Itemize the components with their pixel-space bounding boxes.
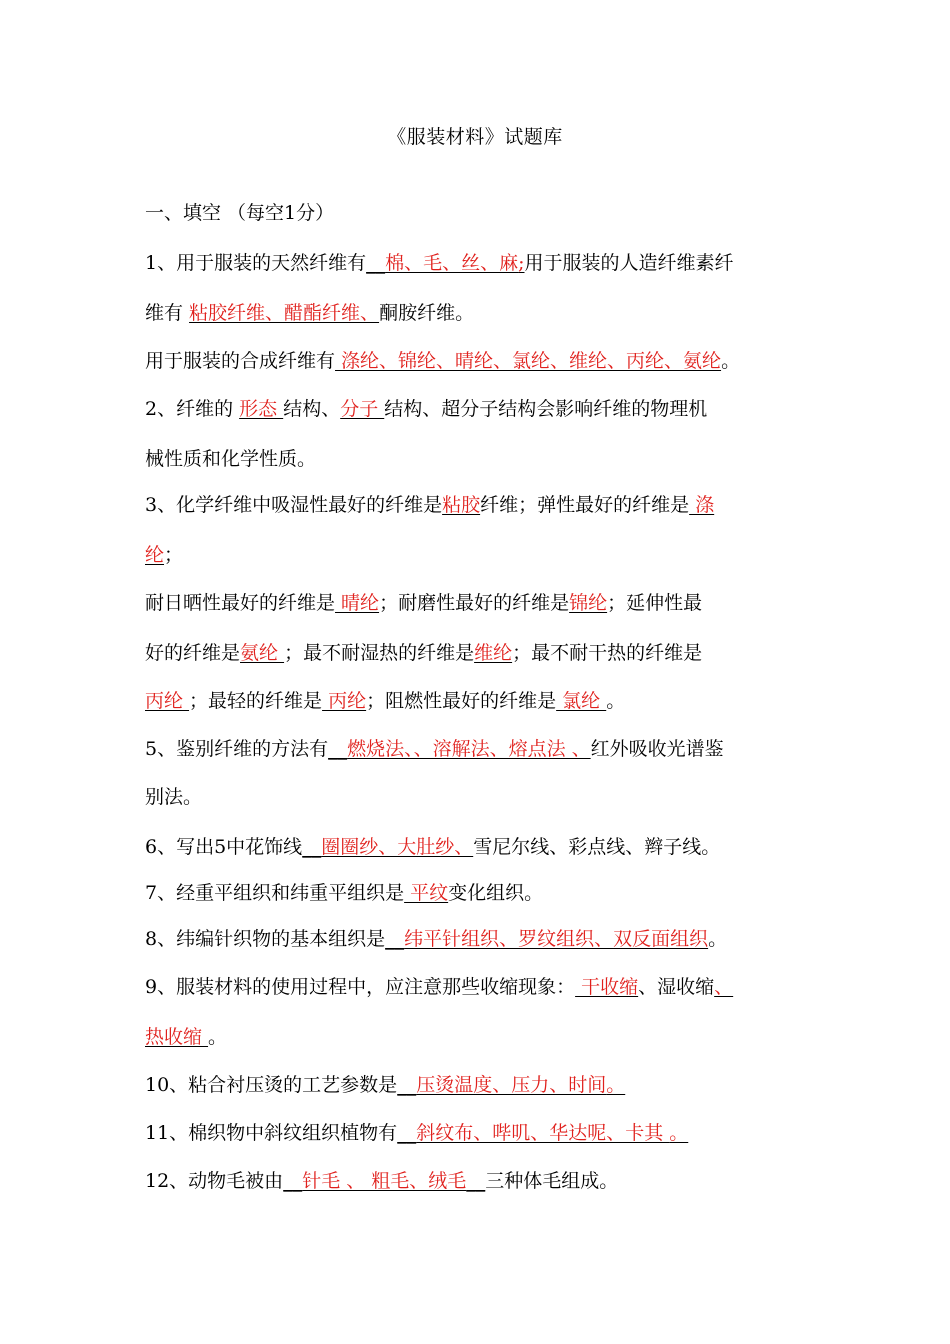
question-text: 。	[721, 350, 741, 372]
question-text: ；耐磨性最好的纤维是	[379, 592, 570, 614]
answer-text: 氯纶	[556, 690, 607, 712]
blank-underline: __	[385, 928, 405, 950]
question-text: 11、棉织物中斜纹组织植物有	[145, 1122, 398, 1144]
question-line	[145, 686, 825, 716]
question-text: 3、化学纤维中吸湿性最好的纤维是	[145, 494, 443, 516]
question-line	[145, 1070, 825, 1100]
question-text: 结构、	[283, 398, 341, 420]
question-text: ；	[164, 544, 184, 566]
section-heading	[145, 198, 825, 228]
question-line	[145, 924, 825, 954]
document-title: 《服装材料》试题库	[387, 126, 563, 148]
question-text: 变化组织。	[448, 882, 544, 904]
answer-text: 。	[606, 1074, 626, 1096]
answer-text: 粘胶纤维、醋酯纤维、	[189, 302, 380, 324]
question-line	[145, 346, 825, 376]
answer-text: 锦纶	[569, 592, 608, 614]
question-text: 10、粘合衬压烫的工艺参数是	[145, 1074, 398, 1096]
question-text: 1、用于服装的天然纤维有	[145, 252, 367, 274]
question-line	[145, 248, 825, 278]
question-text: 维有	[145, 302, 190, 324]
blank-underline: __	[397, 1122, 417, 1144]
question-line	[145, 1166, 825, 1196]
answer-text: 棉、毛、丝、麻	[385, 252, 519, 274]
answer-text: 晴纶	[335, 592, 380, 614]
answer-text: 涤	[689, 494, 715, 516]
question-text: ；最不耐湿热的纤维是	[284, 642, 475, 664]
question-text: 械性质和化学性质。	[145, 448, 317, 470]
answer-text: 。	[669, 1122, 689, 1144]
question-text: 5、鉴别纤维的方法有	[145, 738, 329, 760]
question-line	[145, 972, 825, 1002]
answer-text: 涤纶、锦纶、晴纶、氯纶、维纶、丙纶、氨纶	[335, 350, 722, 372]
answer-text: 维纶	[474, 642, 513, 664]
question-line	[145, 444, 825, 474]
blank-underline: __	[328, 738, 348, 760]
answer-text: ;	[518, 252, 525, 274]
question-line	[145, 540, 825, 570]
answer-text: 、	[714, 976, 734, 998]
question-text: 。	[708, 928, 728, 950]
question-line	[145, 832, 825, 862]
question-line	[145, 878, 825, 908]
question-line	[145, 298, 825, 328]
blank-underline: __	[466, 1170, 486, 1192]
question-text: 一、填空 （每空1分）	[145, 202, 335, 224]
question-text: ；阻燃性最好的纤维是	[366, 690, 557, 712]
question-text: ；最不耐干热的纤维是	[512, 642, 703, 664]
answer-text: 圈圈纱、大肚纱、	[321, 836, 474, 858]
question-text: 。	[606, 690, 626, 712]
question-line	[145, 588, 825, 618]
question-text: 三种体毛组成。	[485, 1170, 619, 1192]
answer-text: 形态	[239, 398, 284, 420]
question-text: 12、动物毛被由	[145, 1170, 284, 1192]
question-text: 6、写出5中花饰线	[145, 836, 303, 858]
question-text: 8、纬编针织物的基本组织是	[145, 928, 386, 950]
question-line	[145, 734, 825, 764]
question-text: 耐日晒性最好的纤维是	[145, 592, 336, 614]
question-text: 红外吸收光谱鉴	[590, 738, 724, 760]
answer-text: 丙纶	[145, 690, 190, 712]
question-text: 用于服装的合成纤维有	[145, 350, 336, 372]
question-line	[145, 1022, 825, 1052]
question-text: 。	[208, 1026, 228, 1048]
question-line	[145, 490, 825, 520]
answer-text: 燃烧法、、溶解法、熔点法 、	[347, 738, 591, 760]
question-line	[145, 782, 825, 812]
question-text: 、湿收缩	[638, 976, 715, 998]
blank-underline: __	[302, 836, 322, 858]
question-text: 2、纤维的	[145, 398, 240, 420]
question-text: 9、服装材料的使用过程中，应注意那些收缩现象：	[145, 976, 576, 998]
question-line	[145, 1118, 825, 1148]
answer-text: 纬平针组织、罗纹组织、双反面组织	[404, 928, 709, 950]
answer-text: 平纹	[404, 882, 449, 904]
answer-text: 干收缩	[575, 976, 639, 998]
question-text: 雪尼尔线、彩点线、辫子线。	[473, 836, 721, 858]
blank-underline: __	[366, 252, 386, 274]
question-text: 好的纤维是	[145, 642, 241, 664]
question-text: 纤维；弹性最好的纤维是	[480, 494, 690, 516]
answer-text: 分子	[340, 398, 385, 420]
question-line	[145, 394, 825, 424]
question-text: 7、经重平组织和纬重平组织是	[145, 882, 405, 904]
blank-underline: __	[283, 1170, 303, 1192]
answer-text: 丙纶	[322, 690, 367, 712]
answer-text: 氨纶	[240, 642, 285, 664]
answer-text: 热收缩	[145, 1026, 209, 1048]
question-text: 用于服装的人造纤维素纤	[524, 252, 734, 274]
answer-text: 粘胶	[442, 494, 481, 516]
question-text: ；最轻的纤维是	[189, 690, 323, 712]
answer-text: 针毛 、 粗毛、绒毛	[302, 1170, 467, 1192]
answer-text: 压烫温度、压力、时间	[416, 1074, 607, 1096]
question-text: 结构、超分子结构会影响纤维的物理机	[384, 398, 708, 420]
blank-underline: __	[397, 1074, 417, 1096]
answer-text: 纶	[145, 544, 165, 566]
question-line	[145, 638, 825, 668]
question-text: ；延伸性最	[607, 592, 703, 614]
answer-text: 斜纹布、哔叽、华达呢、卡其	[416, 1122, 670, 1144]
question-text: 酮胺纤维。	[379, 302, 475, 324]
question-text: 别法。	[145, 786, 203, 808]
